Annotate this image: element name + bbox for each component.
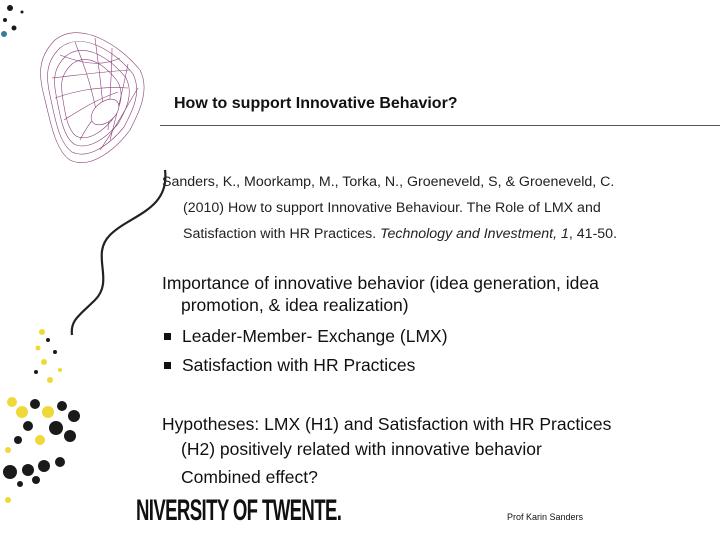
- university-logo: NIVERSITY OF TWENTE.: [136, 494, 342, 527]
- square-bullet-icon: [164, 362, 171, 369]
- reference-citation: [162, 169, 702, 247]
- combined-effect-question: Combined effect?: [181, 467, 318, 487]
- reference-line-2: (2010) How to support Innovative Behaviour. The Role of LMX and: [183, 200, 601, 216]
- dots-top-left: [1, 5, 24, 37]
- footer-presenter: Prof Karin Sanders: [507, 512, 584, 522]
- hypotheses-line-2: (H2) positively related with innovative behavior: [181, 439, 542, 459]
- reference-line-3-start: Satisfaction with HR Practices.: [183, 226, 381, 242]
- bullet-list: [162, 322, 448, 380]
- bullet-item: [162, 322, 448, 351]
- reference-line-3: [162, 221, 702, 247]
- hypotheses-paragraph: [162, 412, 710, 462]
- importance-line-2: promotion, & idea realization): [181, 295, 409, 315]
- curve-line: [72, 170, 166, 335]
- title-divider: [160, 125, 720, 126]
- dots-bottom-left: [3, 329, 80, 503]
- bullet-text: Satisfaction with HR Practices: [182, 355, 416, 375]
- slide-title: How to support Innovative Behavior?: [174, 95, 458, 112]
- reference-line-1: Sanders, K., Moorkamp, M., Torka, N., Groeneveld, S, & Groeneveld, C.: [162, 174, 615, 190]
- hypotheses-line-1: Hypotheses: LMX (H1) and Satisfaction with HR Practices: [162, 414, 612, 434]
- wireframe-blob: [41, 33, 145, 163]
- importance-line-1: Importance of innovative behavior (idea generation, idea: [162, 273, 599, 293]
- importance-paragraph: [162, 272, 702, 316]
- bullet-item: [162, 351, 448, 380]
- bullet-text: Leader-Member- Exchange (LMX): [182, 326, 448, 346]
- reference-line-3-end: , 41-50.: [568, 226, 618, 242]
- reference-journal: Technology and Investment, 1: [380, 226, 569, 242]
- square-bullet-icon: [164, 333, 171, 340]
